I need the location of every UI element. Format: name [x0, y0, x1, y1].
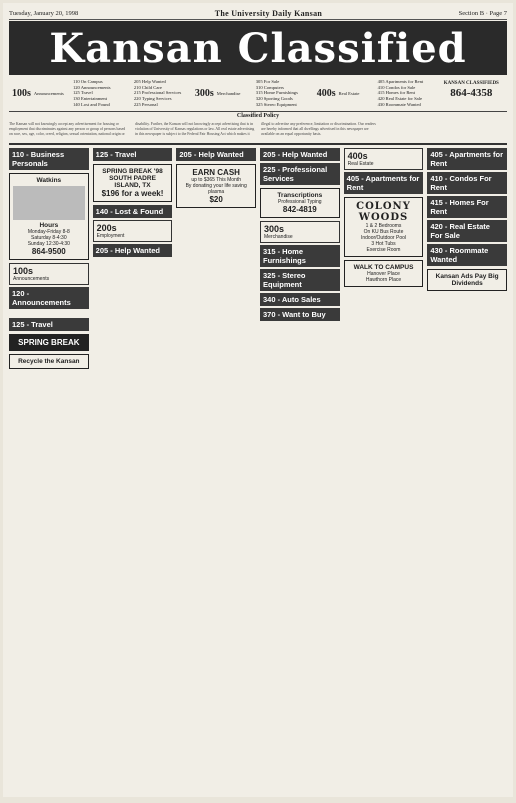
category-item: 130 Entertainment [72, 96, 107, 102]
ad-title: EARN CASH [192, 168, 240, 177]
ad-phone: 842-4819 [282, 205, 317, 214]
category-item: 205 Help Wanted [133, 79, 166, 84]
column-6 [427, 146, 507, 791]
folio-date: Tuesday, January 20, 1998 [9, 9, 79, 17]
watkins-ad [9, 173, 89, 260]
category-item: 310 Computers [255, 84, 284, 90]
column-5 [344, 146, 424, 791]
section-number: 400s [347, 151, 368, 161]
ad-line: Hanover Place [367, 271, 400, 277]
section-label: Employment [96, 233, 125, 239]
ad-price: $196 for a week! [101, 189, 164, 198]
ad-title: SPRING BREAK '98 SOUTH PADRE ISLAND, TX [102, 168, 163, 189]
section-header: 205 - Help Wanted [176, 148, 256, 161]
category-item: 140 Lost and Found [72, 101, 110, 107]
category-item: 415 Homes for Rent [377, 90, 416, 96]
phone-label: KANSAN CLASSIFIEDS [443, 81, 499, 86]
category-400s-number: 400s [316, 87, 336, 99]
folio-section: Section B · Page 7 [458, 9, 507, 17]
policy-text: The Kansan will not knowingly accept any advertisement for housing or employment that discriminates against any person or group of persons based on race, sex, age, color, creed, religion, sexual orientation, national origin or disability. Further, the Kansan will not knowingly accept advertising that is in violation of University of Kansas regulations or law. All real estate advertising in this newspaper is subject to the Federal Fair Housing Act which makes it illegal to advertise any preference, limitation or discrimination. Our readers are hereby informed that all dwellings advertised in this newspaper are available on an equal opportunity basis. [9, 121, 376, 136]
ad-copy-block [9, 311, 89, 316]
category-item: 315 Home Furnishings [255, 90, 298, 96]
column-3 [176, 146, 256, 791]
plasma-donation-ad [176, 164, 256, 208]
category-400s-list [375, 77, 436, 111]
ad-line: up to $365 This Month [191, 177, 241, 183]
category-item: 405 Apartments for Rent [377, 79, 424, 84]
section-header: 420 - Real Estate For Sale [427, 220, 507, 242]
category-item: 325 Stereo Equipment [255, 101, 297, 107]
ad-line: 1 & 2 Bedrooms [365, 223, 402, 229]
ad-title: Kansan Ads Pay Big Dividends [435, 273, 499, 287]
category-300s-label: Merchandise [216, 91, 241, 97]
section-header: 370 - Want to Buy [260, 308, 340, 321]
category-400s [314, 77, 375, 111]
category-item: 210 Child Care [133, 84, 162, 90]
section-number: 100s [13, 266, 34, 276]
section-banner-200s [93, 220, 173, 242]
walk-to-campus-ad [344, 260, 424, 287]
section-header: 205 - Help Wanted [93, 244, 173, 257]
masthead-title: Kansan Classified [49, 24, 467, 72]
category-item: 420 Real Estate for Sale [377, 96, 423, 102]
section-header: 125 - Travel [9, 318, 89, 331]
ad-line: 3 Hot Tubs [371, 241, 396, 247]
spring-break-ad [9, 334, 89, 351]
section-header: 325 - Stereo Equipment [260, 269, 340, 291]
ad-line: Professional Typing [278, 199, 322, 205]
category-item: 125 Travel [72, 90, 93, 96]
category-index [9, 77, 507, 112]
ad-line: Monday-Friday 8-8 [27, 229, 70, 235]
section-banner-400s [344, 148, 424, 170]
category-100s [9, 77, 70, 111]
classifieds-phone [436, 77, 507, 111]
kansan-ads-promo [427, 269, 507, 291]
section-header: 410 - Condos For Rent [427, 172, 507, 194]
section-header: 140 - Lost & Found [93, 205, 173, 218]
section-header: 225 - Professional Services [260, 163, 340, 185]
category-item: 430 Roommate Wanted [377, 101, 421, 107]
category-400s-label: Real Estate [338, 91, 360, 97]
section-header: 120 - Announcements [9, 287, 89, 309]
ad-title: WALK TO CAMPUS [353, 264, 414, 271]
masthead [9, 21, 507, 75]
folio-paper-name: The University Daily Kansan [214, 8, 323, 18]
page-folio [9, 7, 507, 20]
transcription-ad [260, 188, 340, 218]
section-number: 300s [263, 224, 285, 234]
ad-photo [13, 186, 85, 220]
section-header: 125 - Travel [93, 148, 173, 161]
category-100s-list [70, 77, 131, 111]
section-header: 405 - Apartments for Rent [344, 172, 424, 194]
ad-line: Hawthorn Place [365, 277, 402, 283]
classified-page [3, 3, 513, 797]
category-item: 215 Professional Services [133, 90, 182, 96]
section-header: 415 - Homes For Rent [427, 196, 507, 218]
phone-number: 864-4358 [450, 87, 493, 100]
ad-title: Transcriptions [277, 192, 323, 199]
section-number: 200s [96, 223, 117, 233]
column-2 [93, 146, 173, 791]
ad-line: Saturday 8-4:30 [31, 235, 67, 241]
section-header: 315 - Home Furnishings [260, 245, 340, 267]
ad-title: Watkins [36, 177, 62, 184]
section-header: 405 - Apartments for Rent [427, 148, 507, 170]
section-label: Merchandise [263, 234, 293, 240]
category-200s-list [131, 77, 192, 111]
column-4 [260, 146, 340, 791]
ad-line: By donating your life saving plasma [185, 183, 247, 195]
ad-phone: 864-9500 [31, 247, 66, 256]
category-100s-number: 100s [12, 87, 31, 99]
category-item: 120 Announcements [72, 84, 111, 90]
category-item: 220 Typing Services [133, 96, 172, 102]
ad-title: Recycle the Kansan [18, 358, 80, 366]
section-banner-100s [9, 263, 89, 285]
category-item: 410 Condos for Sale [377, 84, 416, 90]
category-item: 305 For Sale [255, 79, 280, 84]
ad-columns [9, 146, 507, 791]
policy-title: Classified Policy [236, 113, 280, 119]
category-300s [192, 77, 253, 111]
category-item: 320 Sporting Goods [255, 96, 293, 102]
section-header: 110 - Business Personals [9, 148, 89, 170]
ad-line: Exercise Room [366, 247, 401, 253]
classified-policy [9, 113, 507, 145]
ad-line: Hours [39, 222, 59, 229]
ad-title: SPRING BREAK [18, 338, 80, 348]
south-padre-ad [93, 164, 173, 202]
category-300s-number: 300s [194, 87, 214, 99]
recycle-notice [9, 354, 89, 369]
category-100s-label: Announcements [33, 91, 64, 97]
ad-price: $20 [209, 195, 223, 204]
section-banner-300s [260, 221, 340, 243]
ad-line: On KU Bus Route [363, 229, 404, 235]
section-header: 340 - Auto Sales [260, 293, 340, 306]
ad-line: Sunday 12:30-4:30 [27, 241, 70, 247]
ad-title: COLONY WOODS [356, 201, 411, 223]
section-header: 205 - Help Wanted [260, 148, 340, 161]
ad-line: Indoor/Outdoor Pool [360, 235, 406, 241]
section-header: 430 - Roommate Wanted [427, 244, 507, 266]
colony-woods-ad [344, 197, 424, 257]
category-300s-list [253, 77, 314, 111]
column-1 [9, 146, 89, 791]
section-label: Real Estate [347, 161, 374, 167]
category-item: 110 On Campus [72, 79, 103, 84]
category-item: 225 Personal [133, 101, 158, 107]
section-label: Announcements [13, 276, 50, 282]
